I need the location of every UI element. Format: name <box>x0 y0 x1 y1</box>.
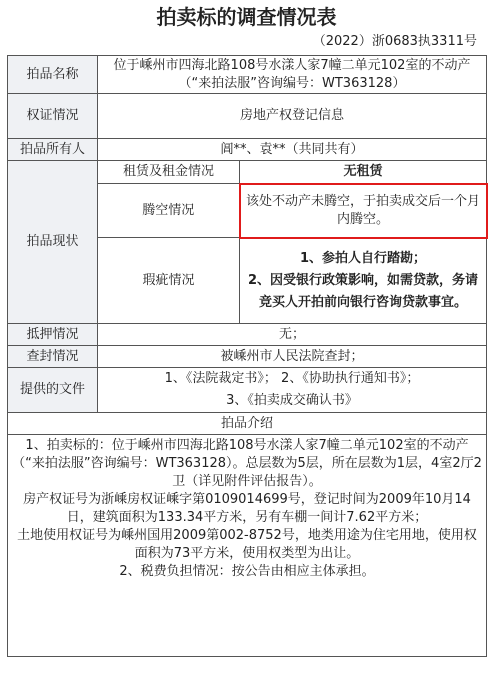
row-intro-title <box>8 413 487 435</box>
docs-label: 提供的文件 <box>8 368 98 413</box>
owner-value: 阊**、袁**（共同共有） <box>98 139 487 161</box>
docs-value <box>98 368 487 413</box>
row-item-name <box>8 56 487 94</box>
docs-line-2: 3、《拍卖成交确认书》 <box>226 393 358 408</box>
mortgage-label: 抵押情况 <box>8 324 98 346</box>
intro-paragraph-4: 2、税费负担情况：按公告由相应主体承担。 <box>119 564 375 579</box>
owner-label: 拍品所有人 <box>8 139 98 161</box>
defect-line-1: 1、参拍人自行踏勘； <box>299 250 427 266</box>
docs-line-1: 1、《法院裁定书》； 2、《协助执行通知书》； <box>164 371 420 386</box>
vacate-value: 该处不动产未腾空，于拍卖成交后一个月内腾空。 <box>240 184 487 238</box>
row-mortgage <box>8 324 487 346</box>
lease-value: 无租赁 <box>240 161 487 184</box>
row-intro <box>8 435 487 657</box>
case-number: （2022）浙0683执3311号 <box>312 34 477 49</box>
defect-label: 瑕疵情况 <box>98 238 240 324</box>
row-lease <box>8 161 487 184</box>
intro-body <box>8 435 487 657</box>
lease-label: 租赁及租金情况 <box>98 161 240 184</box>
mortgage-value: 无； <box>98 324 487 346</box>
defect-line-2: 2、因受银行政策影响，如需贷款，务请竞买人开拍前向银行咨询贷款事宜。 <box>247 272 479 310</box>
row-owner <box>8 139 487 161</box>
seizure-label: 查封情况 <box>8 346 98 368</box>
page-title: 拍卖标的调查情况表 <box>156 5 337 29</box>
row-rights <box>8 94 487 139</box>
rights-label: 权证情况 <box>8 94 98 139</box>
intro-paragraph-1: 1、拍卖标的：位于嵊州市四海北路108号水漾人家7幢二单元102室的不动产（“来拍法服”咨询编号：WT363128）。总层数为5层，所在层数为1层，4室2厅2卫（详见附件评估报告）。 <box>12 438 482 489</box>
vacate-label: 腾空情况 <box>98 184 240 238</box>
defect-value <box>240 238 487 324</box>
intro-paragraph-2: 房产权证号为浙嵊房权证嵊字第0109014699号，登记时间为2009年10月14日，建筑面积为133.34平方米，另有车棚一间计7.62平方米； <box>23 492 471 525</box>
rights-value: 房地产权登记信息 <box>98 94 487 139</box>
intro-paragraph-3: 土地使用权证号为嵊州国用2009第002-8752号，地类用途为住宅用地，使用权面积为73平方米，使用权类型为出让。 <box>17 528 477 561</box>
row-seizure <box>8 346 487 368</box>
status-label: 拍品现状 <box>8 161 98 324</box>
item-name-value: 位于嵊州市四海北路108号水漾人家7幢二单元102室的不动产（“来拍法服”咨询编号：WT363128） <box>98 56 487 94</box>
seizure-value: 被嵊州市人民法院查封； <box>98 346 487 368</box>
survey-table <box>7 55 488 657</box>
intro-title: 拍品介绍 <box>8 413 487 435</box>
item-name-label: 拍品名称 <box>8 56 98 94</box>
row-docs <box>8 368 487 413</box>
